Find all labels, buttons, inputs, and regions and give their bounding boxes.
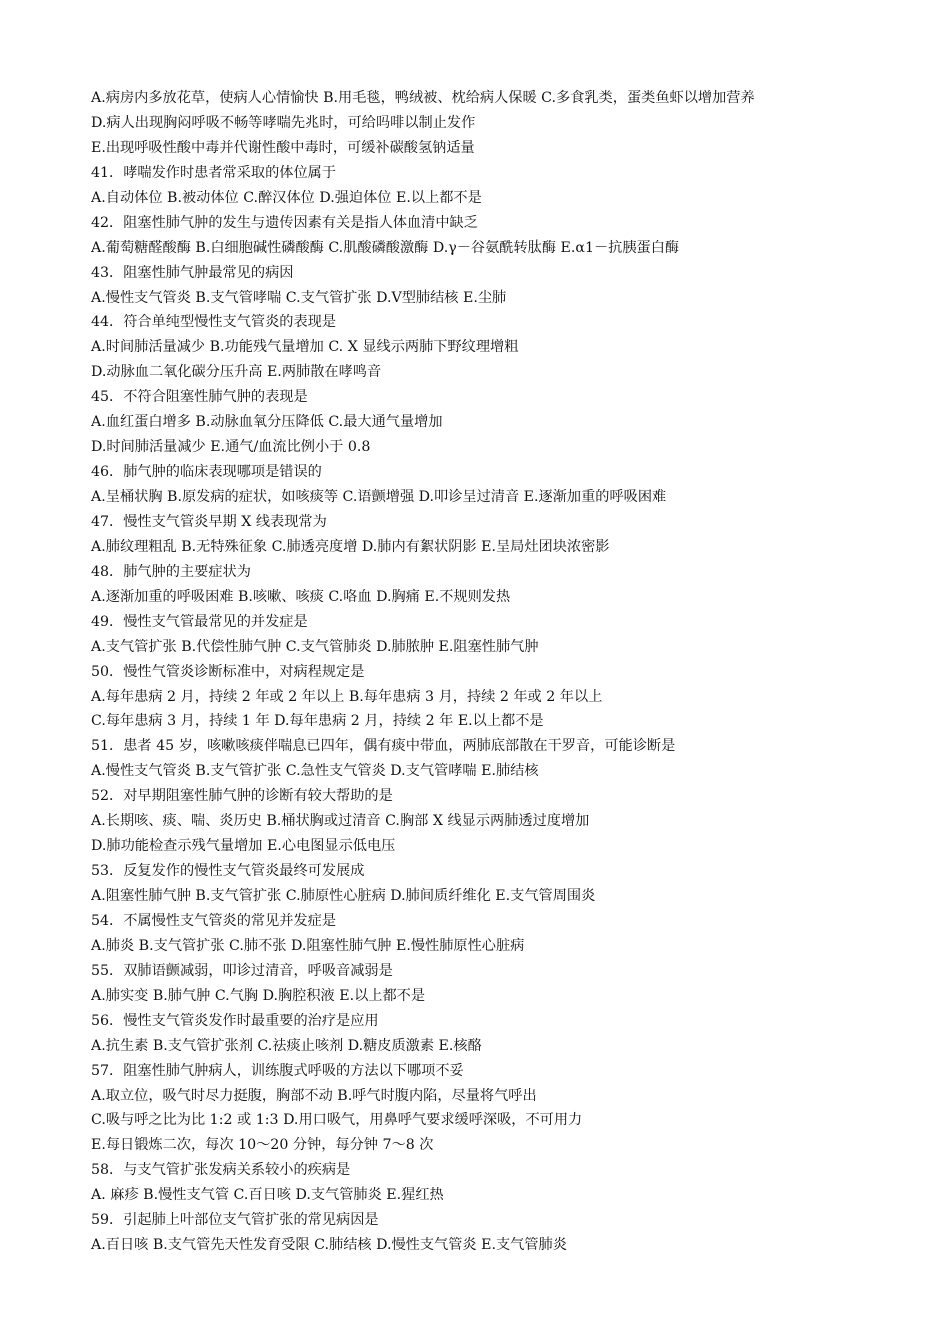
text-line: D.病人出现胸闷呼吸不畅等哮喘先兆时，可给吗啡以制止发作 [91, 114, 476, 131]
text-line: 52．对早期阻塞性肺气肿的诊断有较大帮助的是 [91, 788, 393, 805]
text-line: A.抗生素 B.支气管扩张剂 C.祛痰止咳剂 D.糖皮质激素 E.核酪 [91, 1037, 482, 1054]
text-line: A.取立位，吸气时尽力挺腹，胸部不动 B.呼气时腹内陷，尽量将气呼出 [91, 1087, 537, 1104]
text-line: A.肺纹理粗乱 B.无特殊征象 C.肺透亮度增 D.肺内有絮状阴影 E.呈局灶团块浓密影 [91, 538, 610, 555]
text-line: 53．反复发作的慢性支气管炎最终可发展成 [91, 863, 365, 880]
text-line: C.吸与呼之比为比 1:2 或 1:3 D.用口吸气，用鼻呼气要求缓呼深吸，不可用力 [91, 1112, 583, 1129]
text-line: 56．慢性支气管炎发作时最重要的治疗是应用 [91, 1012, 379, 1029]
text-line: 51．患者 45 岁，咳嗽咳痰伴喘息已四年，偶有痰中带血，两肺底部散在干罗音，可能诊断是 [91, 738, 676, 755]
text-line: 41．哮喘发作时患者常采取的体位属于 [91, 164, 337, 181]
text-line: D.肺功能检查示残气量增加 E.心电图显示低电压 [91, 838, 396, 855]
text-line: A.慢性支气管炎 B.支气管哮喘 C.支气管扩张 D.Ⅴ型肺结核 E.尘肺 [91, 289, 507, 306]
text-line: A.时间肺活量减少 B.功能残气量增加 C. X 显线示两肺下野纹理增粗 [91, 339, 519, 356]
text-line: A.自动体位 B.被动体位 C.醉汉体位 D.强迫体位 E.以上都不是 [91, 189, 482, 206]
text-line: 44．符合单纯型慢性支气管炎的表现是 [91, 314, 337, 331]
question-text-block [91, 86, 921, 1258]
text-line: A. 麻疹 B.慢性支气管 C.百日咳 D.支气管肺炎 E.猩红热 [91, 1187, 444, 1204]
text-line: 59．引起肺上叶部位支气管扩张的常见病因是 [91, 1212, 379, 1229]
text-line: 48．肺气肿的主要症状为 [91, 563, 251, 580]
text-line: 50．慢性气管炎诊断标准中，对病程规定是 [91, 663, 365, 680]
text-line: 47．慢性支气管炎早期 X 线表现常为 [91, 513, 327, 530]
text-line: 54．不属慢性支气管炎的常见并发症是 [91, 912, 337, 929]
text-line: 49．慢性支气管最常见的并发症是 [91, 613, 308, 630]
text-line: A.呈桶状胸 B.原发病的症状，如咳痰等 C.语颤增强 D.叩诊呈过清音 E.逐渐加重的呼吸困难 [91, 489, 667, 505]
text-line: D.时间肺活量减少 E.通气/血流比例小于 0.8 [91, 439, 371, 456]
text-line: A.长期咳、痰、喘、炎历史 B.桶状胸或过清音 C.胸部 X 线显示两肺透过度增加 [91, 813, 590, 830]
text-line: 42．阻塞性肺气肿的发生与遗传因素有关是指人体血清中缺乏 [91, 214, 478, 231]
text-line: A.百日咳 B.支气管先天性发育受限 C.肺结核 D.慢性支气管炎 E.支气管肺炎 [91, 1237, 567, 1254]
text-line: A.慢性支气管炎 B.支气管扩张 C.急性支气管炎 D.支气管哮喘 E.肺结核 [91, 763, 539, 780]
text-line: A.阻塞性肺气肿 B.支气管扩张 C.肺原性心脏病 D.肺间质纤维化 E.支气管周围炎 [91, 888, 596, 904]
text-line: A.逐渐加重的呼吸困难 B.咳嗽、咳痰 C.咯血 D.胸痛 E.不规则发热 [91, 588, 511, 605]
text-line: 45．不符合阻塞性肺气肿的表现是 [91, 389, 308, 406]
text-line: D.动脉血二氧化碳分压升高 E.两肺散在哮鸣音 [91, 364, 382, 381]
text-line: E.出现呼吸性酸中毒并代谢性酸中毒时，可缓补碳酸氢钠适量 [91, 139, 475, 156]
text-line: 57．阻塞性肺气肿病人，训练腹式呼吸的方法以下哪项不妥 [91, 1062, 464, 1079]
text-line: A.肺实变 B.肺气肿 C.气胸 D.胸腔积液 E.以上都不是 [91, 987, 426, 1004]
text-line: A.肺炎 B.支气管扩张 C.肺不张 D.阻塞性肺气肿 E.慢性肺原性心脏病 [91, 937, 525, 954]
text-line: A.每年患病 2 月，持续 2 年或 2 年以上 B.每年患病 3 月，持续 2 年或 2 年以上 [91, 688, 603, 705]
text-line: 58．与支气管扩张发病关系较小的疾病是 [91, 1162, 351, 1179]
text-line: A.葡萄糖醛酸酶 B.白细胞碱性磷酸酶 C.肌酸磷酸激酶 D.γ－谷氨酰转肽酶 E.α1－抗胰蛋白酶 [91, 239, 680, 256]
text-line: 55．双肺语颤减弱，叩诊过清音，呼吸音减弱是 [91, 962, 393, 979]
text-line: 43．阻塞性肺气肿最常见的病因 [91, 264, 294, 281]
text-line: E.每日锻炼二次，每次 10～20 分钟，每分钟 7～8 次 [91, 1137, 434, 1154]
text-line: A.支气管扩张 B.代偿性肺气肿 C.支气管肺炎 D.肺脓肿 E.阻塞性肺气肿 [91, 638, 539, 655]
text-line: A.病房内多放花草，使病人心情愉快 B.用毛毯，鸭绒被、枕给病人保暖 C.多食乳类，蛋类鱼虾以增加营养 [91, 90, 755, 106]
text-line: C.每年患病 3 月，持续 1 年 D.每年患病 2 月，持续 2 年 E.以上都不是 [91, 713, 544, 730]
text-line: A.血红蛋白增多 B.动脉血氧分压降低 C.最大通气量增加 [91, 414, 443, 431]
text-line: 46．肺气肿的临床表现哪项是错误的 [91, 464, 322, 481]
